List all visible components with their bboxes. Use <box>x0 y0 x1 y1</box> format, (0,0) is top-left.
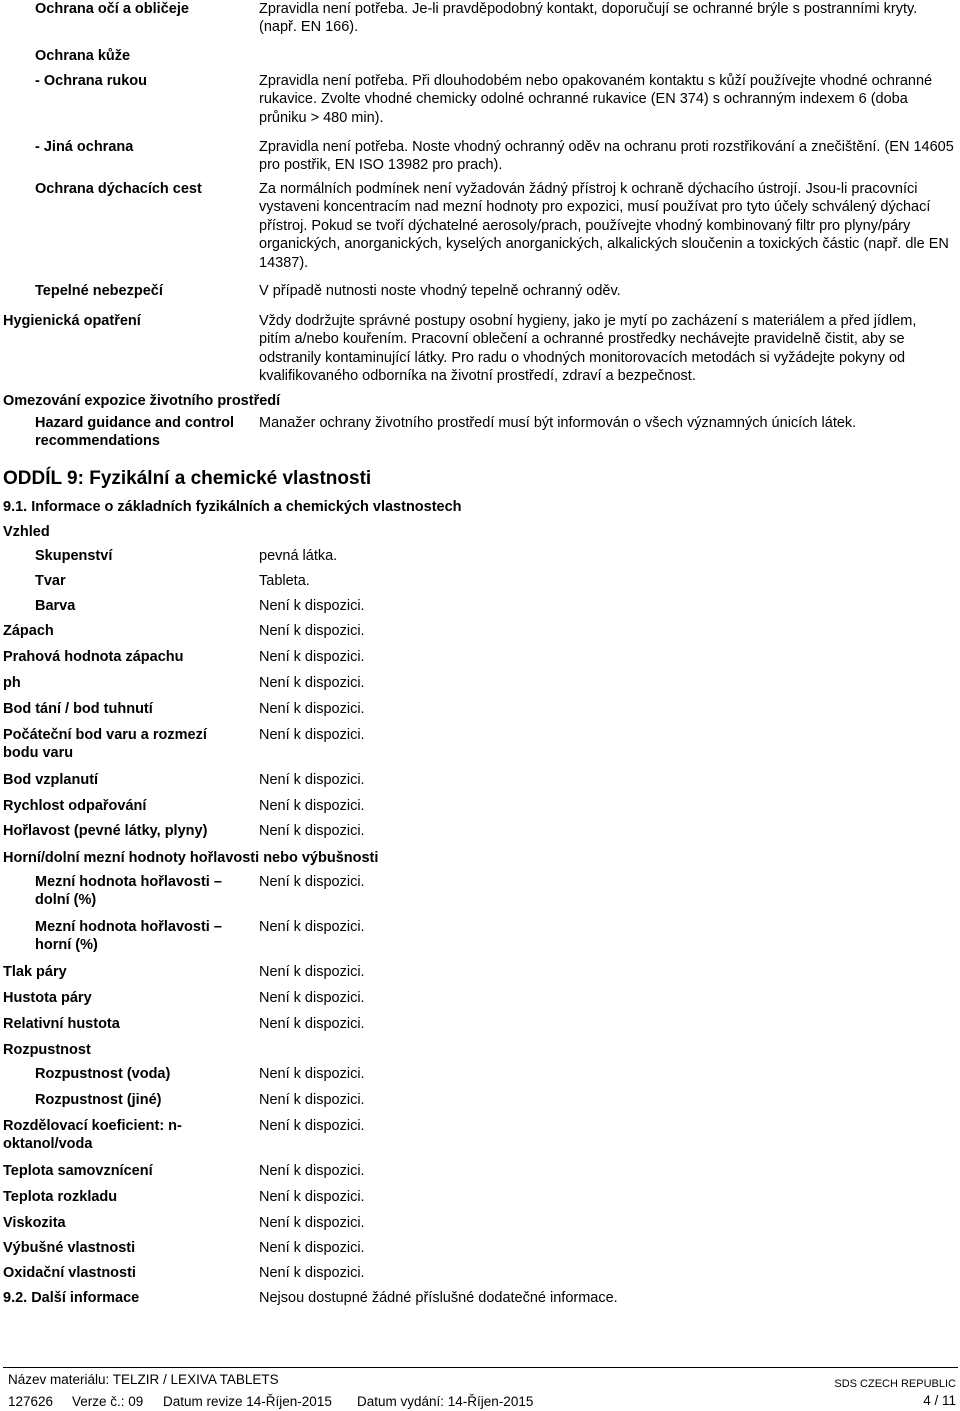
viscosity-label: Viskozita <box>3 1215 66 1231</box>
form-label: Tvar <box>35 573 66 589</box>
vapor-density-value: Není k dispozici. <box>259 990 365 1006</box>
footer-code: 127626 <box>8 1394 54 1409</box>
evaporation-rate-value: Není k dispozici. <box>259 798 365 814</box>
ph-value: Není k dispozici. <box>259 675 365 691</box>
footer-sds-region: SDS CZECH REPUBLIC <box>834 1378 956 1390</box>
solubility-water-value: Není k dispozici. <box>259 1066 365 1082</box>
state-value: pevná látka. <box>259 548 338 564</box>
partition-coefficient-label: Rozdělovací koeficient: n-oktanol/voda <box>3 1118 182 1153</box>
footer-page-number: 4 / 11 <box>923 1393 956 1408</box>
evaporation-rate-label: Rychlost odpařování <box>3 798 147 814</box>
relative-density-value: Není k dispozici. <box>259 1016 365 1032</box>
decomposition-label: Teplota rozkladu <box>3 1189 118 1205</box>
melting-point-label: Bod tání / bod tuhnutí <box>3 701 153 717</box>
solubility-other-label: Rozpustnost (jiné) <box>35 1092 162 1108</box>
vapor-pressure-value: Není k dispozici. <box>259 964 365 980</box>
flammability-value: Není k dispozici. <box>259 823 365 839</box>
respiratory-protection-label: Ochrana dýchacích cest <box>35 181 202 197</box>
flammability-limits-heading: Horní/dolní mezní hodnoty hořlavosti nebo výbušnosti <box>3 850 379 866</box>
odor-threshold-label: Prahová hodnota zápachu <box>3 649 184 665</box>
footer-revision-date: Datum revize 14-Říjen-2015 <box>163 1394 332 1409</box>
color-label: Barva <box>35 598 76 614</box>
vapor-density-label: Hustota páry <box>3 990 92 1006</box>
hygiene-label: Hygienická opatření <box>3 313 141 329</box>
other-info-value: Nejsou dostupné žádné příslušné dodatečné informace. <box>259 1290 618 1306</box>
odor-threshold-value: Není k dispozici. <box>259 649 365 665</box>
solubility-heading: Rozpustnost <box>3 1042 91 1058</box>
ph-label: ph <box>3 675 21 691</box>
appearance-heading: Vzhled <box>3 524 50 540</box>
autoignition-label: Teplota samovznícení <box>3 1163 153 1179</box>
state-label: Skupenství <box>35 548 113 564</box>
upper-limit-value: Není k dispozici. <box>259 919 365 935</box>
thermal-hazard-label: Tepelné nebezpečí <box>35 283 163 299</box>
lower-limit-label: Mezní hodnota hořlavosti – dolní (%) <box>35 874 222 909</box>
flammability-label: Hořlavost (pevné látky, plyny) <box>3 823 208 839</box>
respiratory-protection-text: Za normálních podmínek není vyžadován žádný přístroj k ochraně dýchacího ústrojí. Jsou-li pracovníci vystaveni koncentracím nad mezní hodnoty pro expozici, musí používat pro tyto účely schválený dýchací přístroj. Pokud se tvoří dýchatelné aerosoly/prach, používejte vhodný kombinovaný filtr pro plyny/páry organických, anorganických, kyselých anorganických, alkalických sloučenin a toxických částic (např. dle EN 14387). <box>259 181 949 271</box>
other-info-label: 9.2. Další informace <box>3 1290 140 1306</box>
odor-value: Není k dispozici. <box>259 623 365 639</box>
autoignition-value: Není k dispozici. <box>259 1163 365 1179</box>
section-9-1-heading: 9.1. Informace o základních fyzikálních a chemických vlastnostech <box>3 499 462 515</box>
thermal-hazard-text: V případě nutnosti noste vhodný tepelně ochranný oděv. <box>259 283 621 299</box>
hazard-guidance-label: Hazard guidance and control recommendations <box>35 415 234 450</box>
explosive-value: Není k dispozici. <box>259 1240 365 1256</box>
hygiene-text: Vždy dodržujte správné postupy osobní hygieny, jako je mytí po zacházení s materiálem a před jídlem, pitím a/nebo kouřením. Pracovní oblečení a ochranné prostředky nechávejte pravidelně čistit, aby se odstranily kontaminující látky. Pro radu o vhodných monitorovacích metodách si vyžádejte pokyny od kvalifikovaného odborníka na životní prostředí, zdraví a bezpečnost. <box>259 313 917 385</box>
oxidizing-label: Oxidační vlastnosti <box>3 1265 136 1281</box>
upper-limit-label: Mezní hodnota hořlavosti – horní (%) <box>35 919 222 954</box>
solubility-other-value: Není k dispozici. <box>259 1092 365 1108</box>
footer-version: Verze č.: 09 <box>72 1394 144 1409</box>
footer-divider <box>3 1367 958 1368</box>
section-9-title: ODDÍL 9: Fyzikální a chemické vlastnosti <box>3 468 372 489</box>
flash-point-value: Není k dispozici. <box>259 772 365 788</box>
solubility-water-label: Rozpustnost (voda) <box>35 1066 171 1082</box>
flash-point-label: Bod vzplanutí <box>3 772 99 788</box>
environmental-exposure-heading: Omezování expozice životního prostředí <box>3 393 281 409</box>
odor-label: Zápach <box>3 623 54 639</box>
explosive-label: Výbušné vlastnosti <box>3 1240 136 1256</box>
partition-coefficient-value: Není k dispozici. <box>259 1118 365 1134</box>
eye-protection-text: Zpravidla není potřeba. Je-li pravděpodobný kontakt, doporučují se ochranné brýle s postranními kryty. (např. EN 166). <box>259 1 918 36</box>
lower-limit-value: Není k dispozici. <box>259 874 365 890</box>
footer-issue-date: Datum vydání: 14-Říjen-2015 <box>357 1394 534 1409</box>
color-value: Není k dispozici. <box>259 598 365 614</box>
viscosity-value: Není k dispozici. <box>259 1215 365 1231</box>
oxidizing-value: Není k dispozici. <box>259 1265 365 1281</box>
hand-protection-text: Zpravidla není potřeba. Při dlouhodobém nebo opakovaném kontaktu s kůží používejte vhodné ochranné rukavice. Zvolte vhodné chemicky odolné ochranné rukavice (EN 374) s ochranným indexem 6 (doba průniku > 480 min). <box>259 73 933 126</box>
skin-protection-heading: Ochrana kůže <box>35 48 131 64</box>
relative-density-label: Relativní hustota <box>3 1016 120 1032</box>
boiling-point-label: Počáteční bod varu a rozmezí bodu varu <box>3 727 207 762</box>
hazard-guidance-text: Manažer ochrany životního prostředí musí být informován o všech významných únicích látek. <box>259 415 857 431</box>
decomposition-value: Není k dispozici. <box>259 1189 365 1205</box>
footer-material-name: Název materiálu: TELZIR / LEXIVA TABLETS <box>8 1372 279 1387</box>
eye-protection-label: Ochrana očí a obličeje <box>35 1 189 17</box>
boiling-point-value: Není k dispozici. <box>259 727 365 743</box>
other-protection-label: - Jiná ochrana <box>35 139 134 155</box>
melting-point-value: Není k dispozici. <box>259 701 365 717</box>
other-protection-text: Zpravidla není potřeba. Noste vhodný ochranný oděv na ochranu proti rozstřikování a znečištění. (EN 14605 pro postřik, EN ISO 13982 pro prach). <box>259 139 954 174</box>
form-value: Tableta. <box>259 573 310 589</box>
vapor-pressure-label: Tlak páry <box>3 964 67 980</box>
hand-protection-label: - Ochrana rukou <box>35 73 147 89</box>
